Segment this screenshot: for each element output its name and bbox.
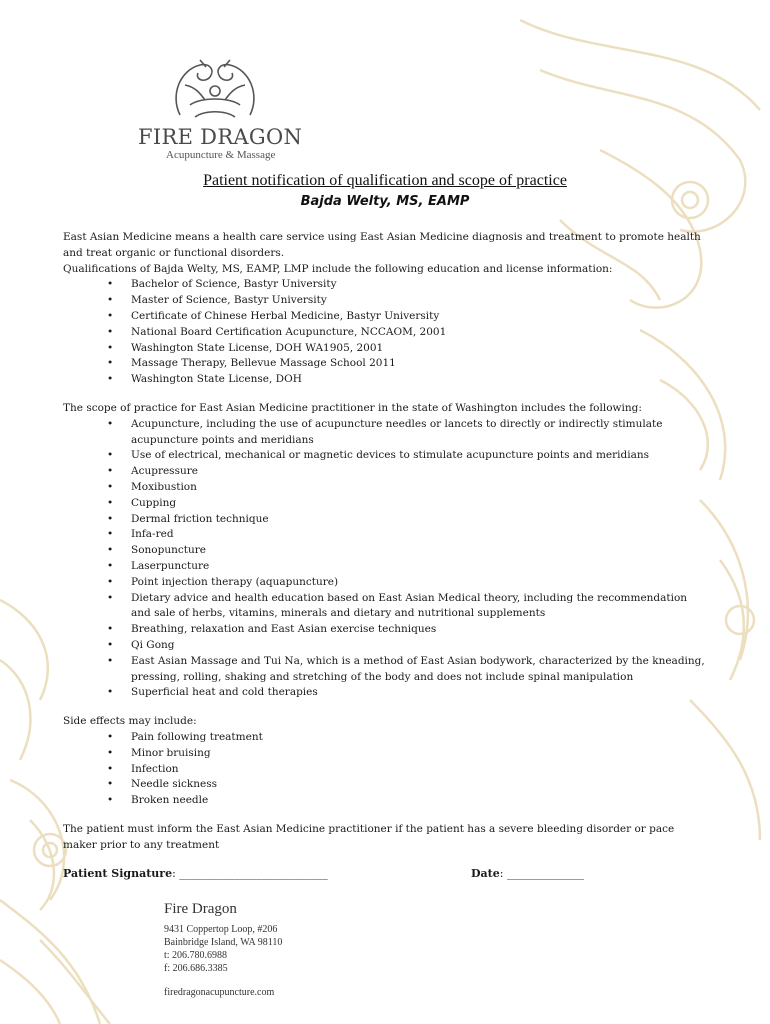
list-item: • Breathing, relaxation and East Asian exercise techniques bbox=[63, 622, 708, 638]
page-title: Patient notification of qualification and scope of practice bbox=[203, 172, 567, 189]
signature-label: Patient Signature bbox=[63, 867, 173, 880]
footer-fax: f: 206.686.3385 bbox=[164, 963, 228, 974]
list-item: • Dermal friction technique bbox=[63, 512, 708, 528]
logo-name: FIRE DRAGON bbox=[138, 125, 303, 149]
list-item: • Point injection therapy (aquapuncture) bbox=[63, 575, 708, 591]
list-item: • Washington State License, DOH bbox=[63, 372, 708, 388]
list-item: • Superficial heat and cold therapies bbox=[63, 685, 708, 701]
list-item: • Massage Therapy, Bellevue Massage School 2011 bbox=[63, 356, 708, 372]
list-item: • Broken needle bbox=[63, 793, 708, 809]
list-item: • Minor bruising bbox=[63, 746, 708, 762]
footer-phone: t: 206.780.6988 bbox=[164, 950, 228, 961]
document-body bbox=[63, 230, 708, 853]
list-item: • East Asian Massage and Tui Na, which is a method of East Asian bodywork, characterized by the kneading, pressing, rolling, shaking and stretching of the body and does not include spinal manipulation bbox=[63, 654, 708, 686]
list-item: • Infa-red bbox=[63, 527, 708, 543]
intro-paragraph: East Asian Medicine means a health care service using East Asian Medicine diagnosis and treatment to promote health and treat organic or functional disorders. bbox=[63, 231, 701, 259]
list-item: • Needle sickness bbox=[63, 777, 708, 793]
dragon-logo-icon bbox=[160, 55, 270, 123]
footer-address-line2: Bainbridge Island, WA 98110 bbox=[164, 937, 283, 948]
scope-list bbox=[63, 417, 708, 701]
list-item: • Master of Science, Bastyr University bbox=[63, 293, 708, 309]
patient-signature-field[interactable] bbox=[63, 867, 328, 880]
footer-contact bbox=[164, 901, 282, 998]
list-item: • Sonopuncture bbox=[63, 543, 708, 559]
list-item: • Pain following treatment bbox=[63, 730, 708, 746]
list-item: • Laserpuncture bbox=[63, 559, 708, 575]
list-item: • Washington State License, DOH WA1905, 2001 bbox=[63, 341, 708, 357]
list-item: • Dietary advice and health education based on East Asian Medical theory, including the recommendation and sale of herbs, vitamins, minerals and dietary and nutritional supplements bbox=[63, 591, 708, 623]
qualifications-intro: Qualifications of Bajda Welty, MS, EAMP, LMP include the following education and license information: bbox=[63, 262, 613, 275]
list-item: • National Board Certification Acupuncture, NCCAOM, 2001 bbox=[63, 325, 708, 341]
side-effects-intro: Side effects may include: bbox=[63, 715, 197, 728]
list-item: • Acupressure bbox=[63, 464, 708, 480]
logo-tagline: Acupuncture & Massage bbox=[166, 149, 276, 161]
date-label: Date bbox=[471, 867, 500, 880]
date-field[interactable] bbox=[471, 867, 584, 880]
list-item: • Use of electrical, mechanical or magnetic devices to stimulate acupuncture points and meridians bbox=[63, 448, 708, 464]
bleeding-notice: The patient must inform the East Asian Medicine practitioner if the patient has a severe bleeding disorder or pace maker prior to any treatment bbox=[63, 822, 675, 851]
date-blank: : ______________ bbox=[499, 867, 584, 880]
practitioner-name: Bajda Welty, MS, EAMP bbox=[300, 194, 470, 209]
fire-dragon-logo bbox=[130, 55, 310, 165]
signature-blank: : ___________________________ bbox=[172, 867, 328, 880]
qualifications-list bbox=[63, 277, 708, 388]
list-item: • Infection bbox=[63, 762, 708, 778]
list-item: • Acupuncture, including the use of acupuncture needles or lancets to directly or indirectly stimulate acupuncture points and meridians bbox=[63, 417, 708, 449]
list-item: • Certificate of Chinese Herbal Medicine, Bastyr University bbox=[63, 309, 708, 325]
footer-website-link[interactable]: firedragonacupuncture.com bbox=[164, 987, 275, 998]
footer-address-line1: 9431 Coppertop Loop, #206 bbox=[164, 924, 278, 935]
footer-name: Fire Dragon bbox=[164, 901, 237, 917]
list-item: • Moxibustion bbox=[63, 480, 708, 496]
side-effects-list bbox=[63, 730, 708, 809]
scope-intro: The scope of practice for East Asian Medicine practitioner in the state of Washington includes the following: bbox=[63, 401, 642, 414]
list-item: • Qi Gong bbox=[63, 638, 708, 654]
list-item: • Bachelor of Science, Bastyr University bbox=[63, 277, 708, 293]
list-item: • Cupping bbox=[63, 496, 708, 512]
